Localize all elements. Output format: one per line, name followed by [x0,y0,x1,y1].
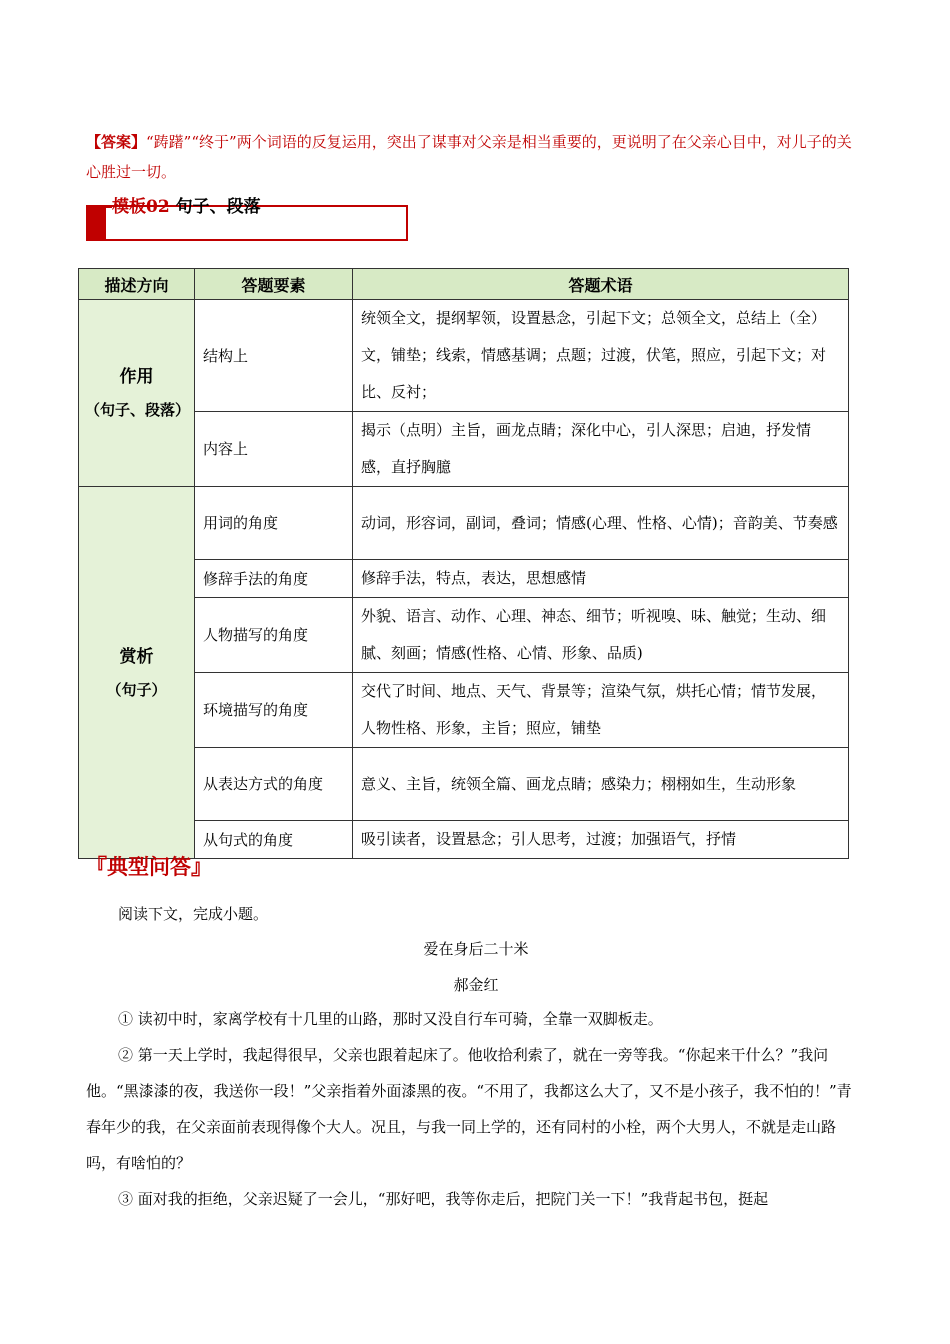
element-cell: 内容上 [195,412,353,487]
table-row [79,748,849,821]
terms-cell: 揭示（点明）主旨，画龙点睛；深化中心，引人深思；启迪，抒发情感，直抒胸臆 [353,412,849,487]
table-header-cell: 描述方向 [79,269,195,300]
element-cell: 从句式的角度 [195,821,353,859]
answer-terms-table [78,268,849,859]
direction-cell-appreciation [79,487,195,859]
article-author: 郝金红 [453,976,499,994]
table-row [79,300,849,412]
section-heading: 『典型问答』 [86,854,212,879]
article-paragraph: ② 第一天上学时，我起得很早，父亲也跟着起床了。他收拾利索了，就在一旁等我。“你起来干什么？”我问他。“黑漆漆的夜，我送你一段！”父亲指着外面漆黑的夜。“不用了，我都这么大了，又不是小孩子，我不怕的！”青春年少的我，在父亲面前表现得像个大人。况且，与我一同上学的，还有同村的小栓，两个大男人，不就是走山路吗，有啥怕的？ [86,1046,852,1172]
table-header-cell: 答题术语 [353,269,849,300]
terms-cell: 外貌、语言、动作、心理、神态、细节；听视嗅、味、触觉；生动、细腻、刻画；情感(性格、心情、形象、品质) [353,598,849,673]
article-paragraph: ① 读初中时，家离学校有十几里的山路，那时又没自行车可骑，全靠一双脚板走。 [118,1010,663,1028]
element-cell: 人物描写的角度 [195,598,353,673]
table-row [79,412,849,487]
direction-cell-function [79,300,195,487]
answer-paragraph [86,127,866,187]
element-cell: 用词的角度 [195,487,353,560]
direction-sub: （句子） [106,680,167,699]
terms-cell: 意义、主旨，统领全篇、画龙点睛；感染力；栩栩如生，生动形象 [353,748,849,821]
element-cell: 修辞手法的角度 [195,560,353,598]
element-cell: 从表达方式的角度 [195,748,353,821]
table-header-row [79,269,849,300]
article-paragraph: ③ 面对我的拒绝，父亲迟疑了一会儿，“那好吧，我等你走后，把院门关一下！”我背起书包，挺起 [118,1190,769,1208]
table-header-cell: 答题要素 [195,269,353,300]
element-cell: 环境描写的角度 [195,673,353,748]
terms-cell: 统领全文，提纲挈领，设置悬念，引起下文；总领全文，总结上（全）文，铺垫；线索，情感基调；点题；过渡，伏笔，照应，引起下文；对比、反衬； [353,300,849,412]
template-heading-bar [88,207,106,239]
table-row [79,673,849,748]
direction-sub: （句子、段落） [85,401,191,419]
answer-label: 【答案】 [86,133,147,151]
template-prefix: 模板02 [112,197,170,217]
direction-main: 赏析 [119,646,154,667]
element-cell: 结构上 [195,300,353,412]
reading-instruction: 阅读下文，完成小题。 [118,905,269,923]
table-row [79,560,849,598]
table-row [79,598,849,673]
template-title: 句子、段落 [175,197,261,217]
answer-text: “踌躇”“终于”两个词语的反复运用，突出了谋事对父亲是相当重要的，更说明了在父亲心目中，对儿子的关心胜过一切。 [86,133,852,181]
table-row [79,487,849,560]
terms-cell: 修辞手法，特点，表达，思想感情 [353,560,849,598]
template-heading-overline [88,206,112,208]
article-title: 爱在身后二十米 [423,940,529,958]
terms-cell: 吸引读者，设置悬念；引人思考，过渡；加强语气，抒情 [353,821,849,859]
terms-cell: 交代了时间、地点、天气、背景等；渲染气氛，烘托心情；情节发展，人物性格、形象，主旨；照应，铺垫 [353,673,849,748]
direction-main: 作用 [119,367,154,387]
template-heading [112,195,261,219]
terms-cell: 动词，形容词，副词，叠词；情感(心理、性格、心情)；音韵美、节奏感 [353,487,849,560]
